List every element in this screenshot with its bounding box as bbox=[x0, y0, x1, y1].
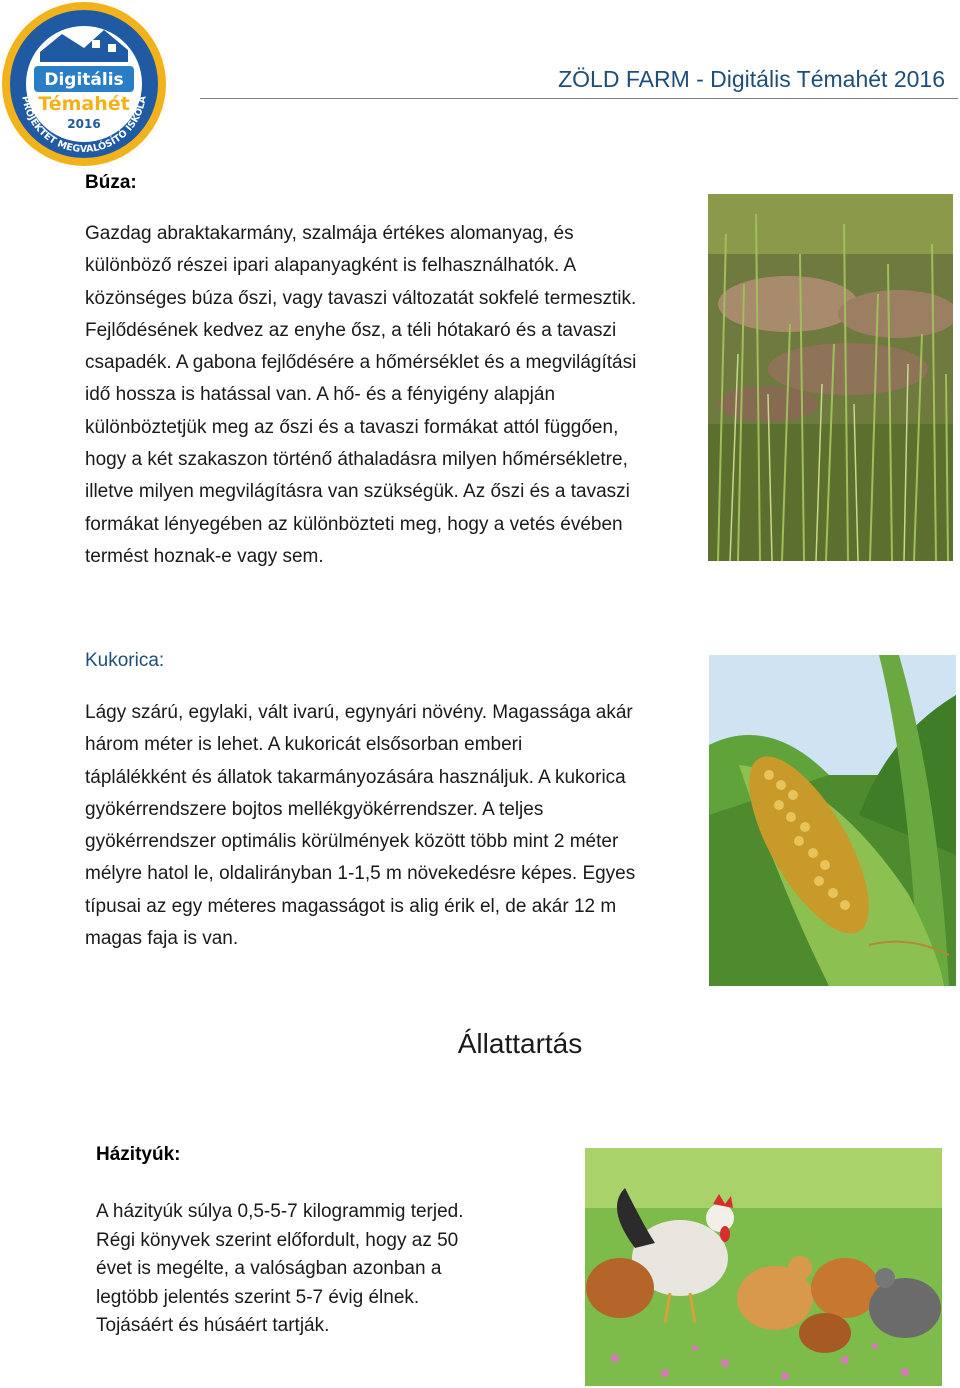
svg-text:Témahét: Témahét bbox=[38, 93, 130, 115]
hazityuk-line: Régi könyvek szerint előfordult, hogy az 50 bbox=[96, 1229, 459, 1251]
kukorica-line: mélyre hatol le, oldalirányban 1-1,5 m növekedésre képes. Egyes bbox=[85, 863, 636, 885]
kukorica-line: táplálékként és állatok takarmányozására használjuk. A kukorica bbox=[85, 766, 626, 788]
kukorica-line: típusai az egy méteres magasságot is alig érik el, de akár 12 m bbox=[85, 895, 617, 917]
buza-line: formákat lényegében az különbözteti meg, hogy a vetés évében bbox=[85, 513, 623, 535]
hazityuk-line: legtöbb jelentés szerint 5-7 évig élnek. bbox=[96, 1286, 420, 1308]
kukorica-line: magas faja is van. bbox=[85, 928, 239, 950]
kukorica-paragraph bbox=[85, 697, 705, 955]
hazityuk-line: Tojásáért és húsáért tartják. bbox=[96, 1315, 330, 1337]
buza-paragraph bbox=[85, 218, 705, 573]
hazityuk-line: A házityúk súlya 0,5-5-7 kilogrammig terjed. bbox=[96, 1201, 464, 1222]
buza-line: közönséges búza őszi, vagy tavaszi változatát sokfelé termesztik. bbox=[85, 287, 637, 309]
section-title-allattartas: Állattartás bbox=[457, 1028, 583, 1059]
buza-heading: Búza: bbox=[85, 172, 137, 193]
buza-line: termést hoznak-e vagy sem. bbox=[85, 545, 324, 567]
chickens-photo bbox=[585, 1148, 942, 1386]
kukorica-line: Lágy szárú, egylaki, vált ivarú, egynyári növény. Magassága akár bbox=[85, 702, 633, 723]
svg-text:2016: 2016 bbox=[67, 117, 101, 131]
buza-line: különböztetjük meg az őszi és a tavaszi formákat attól függően, bbox=[85, 416, 619, 438]
svg-text:Digitális: Digitális bbox=[44, 70, 124, 90]
buza-line: hogy a két szakaszon történő áthaladásra milyen hőmérsékletre, bbox=[85, 449, 628, 471]
digitalis-temahet-logo bbox=[0, 0, 168, 168]
header-divider bbox=[200, 98, 958, 99]
buza-line: idő hossza is hatással van. A hő- és a fényigény alapján bbox=[85, 384, 556, 406]
hazityuk-paragraph bbox=[96, 1198, 566, 1341]
buza-line: illetve milyen megvilágításra van szükségük. Az őszi és a tavaszi bbox=[85, 481, 630, 503]
kukorica-line: gyökérrendszer optimális körülmények között több mint 2 méter bbox=[85, 831, 619, 853]
hazityuk-line: évet is megélte, a valóságban azonban a bbox=[96, 1258, 442, 1280]
buza-line: Fejlődésének kedvez az enyhe ősz, a téli hótakaró és a tavaszi bbox=[85, 319, 617, 341]
buza-line: Gazdag abraktakarmány, szalmája értékes alomanyag, és bbox=[85, 223, 574, 244]
header-title: ZÖLD FARM - Digitális Témahét 2016 bbox=[558, 66, 945, 92]
kukorica-line: gyökérrendszere bojtos mellékgyökérrendszer. A teljes bbox=[85, 798, 544, 820]
corn-cob-photo bbox=[709, 655, 956, 986]
svg-text:PROJEKTET MEGVALÓSÍTÓ ISKOLA: PROJEKTET MEGVALÓSÍTÓ ISKOLA bbox=[19, 95, 149, 156]
kukorica-line: három méter is lehet. A kukoricát elsősorban emberi bbox=[85, 734, 523, 756]
buza-line: különböző részei ipari alapanyagként is felhasználhatók. A bbox=[85, 255, 577, 277]
buza-line: csapadék. A gabona fejlődésére a hőmérséklet és a megvilágítási bbox=[85, 352, 637, 374]
wheat-field-photo bbox=[708, 194, 953, 561]
hazityuk-heading: Házityúk: bbox=[96, 1144, 181, 1165]
kukorica-heading: Kukorica: bbox=[85, 650, 165, 671]
